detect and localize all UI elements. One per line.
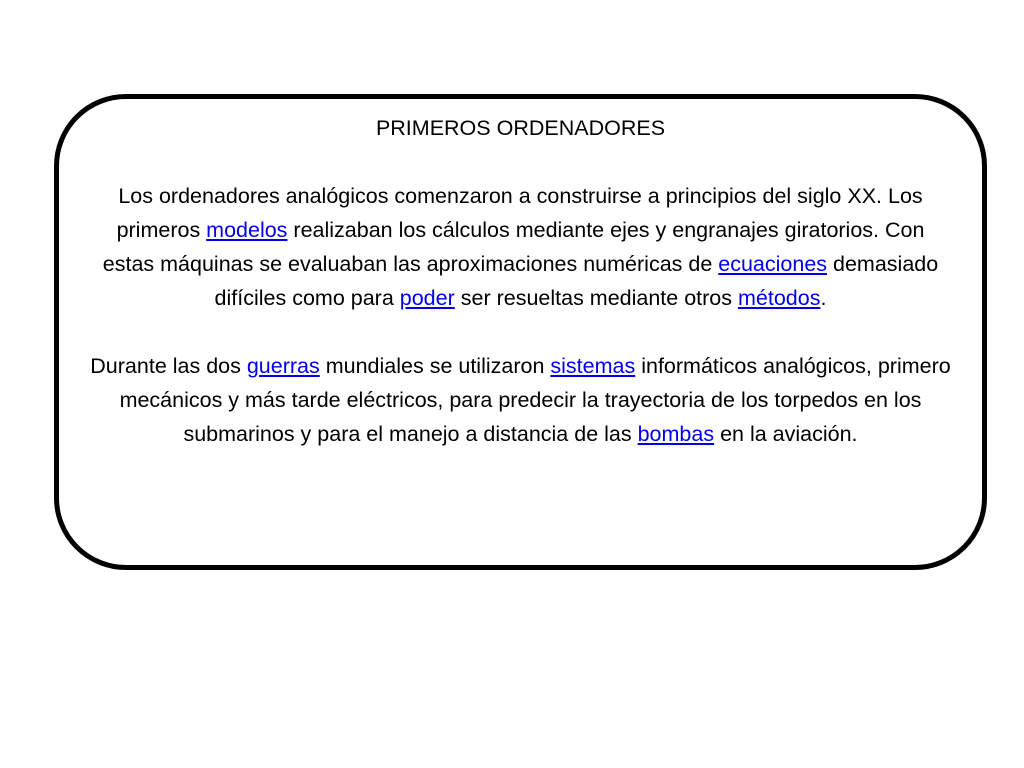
paragraph-2: [89, 349, 952, 451]
text-segment: Durante las dos: [90, 354, 247, 378]
link-poder[interactable]: poder: [399, 286, 455, 310]
text-segment: informáticos analógicos, primero mecánicos y más tarde eléctricos, para predecir la trayectoria de los torpedos en los submarinos y para el manejo a distancia de las: [119, 354, 951, 446]
link-ecuaciones[interactable]: ecuaciones: [718, 252, 828, 276]
link-guerras[interactable]: guerras: [246, 354, 320, 378]
slide-title: PRIMEROS ORDENADORES: [375, 116, 666, 140]
content-box: [54, 94, 987, 570]
text-segment: .: [820, 286, 827, 310]
text-segment: Los ordenadores analógicos comenzaron a construirse a principios del siglo XX. Los primeros: [116, 184, 923, 242]
text-segment: en la aviación.: [714, 422, 858, 446]
text-segment: ser resueltas mediante otros: [454, 286, 738, 310]
paragraph-1: [89, 179, 952, 315]
text-segment: realizaban los cálculos mediante ejes y engranajes giratorios. Con estas máquinas se evaluaban las aproximaciones numéricas de: [102, 218, 925, 276]
link-sistemas[interactable]: sistemas: [550, 354, 636, 378]
text-segment: demasiado difíciles como para: [214, 252, 939, 310]
text-segment: mundiales se utilizaron: [319, 354, 551, 378]
link-metodos[interactable]: métodos: [737, 286, 821, 310]
link-bombas[interactable]: bombas: [637, 422, 715, 446]
link-modelos[interactable]: modelos: [206, 218, 288, 242]
